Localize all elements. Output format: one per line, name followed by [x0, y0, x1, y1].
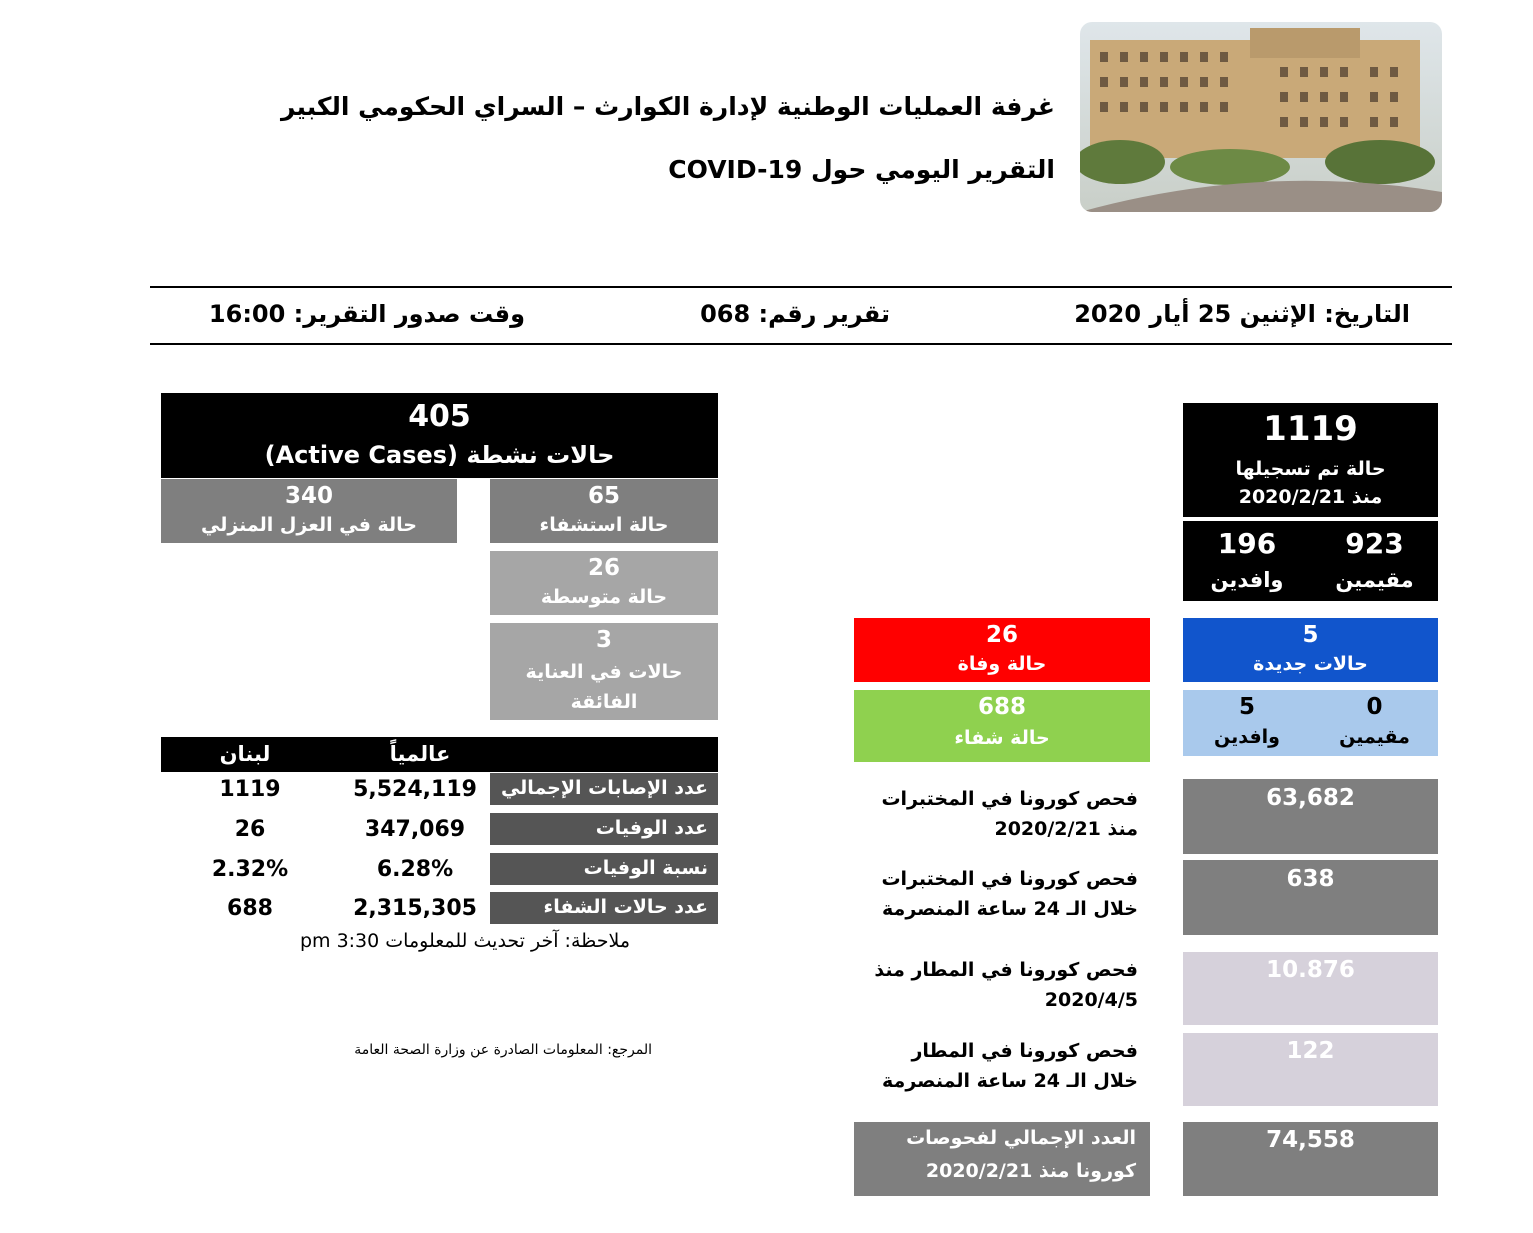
update-note: ملاحظة: آخر تحديث للمعلومات 3:30 pm: [299, 930, 630, 952]
report-date: التاريخ: الإثنين 25 أيار 2020: [1074, 300, 1410, 328]
icu-label: حالات في العناية الفائقة: [525, 661, 683, 713]
deaths-value: 26: [985, 622, 1018, 648]
row-death-rate-global: 6.28%: [376, 857, 454, 882]
total-cases-since: منذ 2020/2/21: [1238, 486, 1383, 508]
home-isolation-value: 340: [284, 483, 333, 509]
new-residents-label: مقيمين: [1339, 726, 1410, 748]
active-cases-total: 405: [408, 399, 471, 434]
hospitalized-box: [490, 479, 718, 543]
active-cases-box: [161, 393, 718, 478]
arrivals-label: وافدين: [1210, 568, 1284, 592]
report-time: وقت صدور التقرير: 16:00: [208, 300, 525, 328]
row-total-cases-global: 5,524,119: [353, 777, 477, 802]
row-deaths-global: 347,069: [364, 817, 466, 842]
row-total-cases-label: عدد الإصابات الإجمالي: [490, 773, 718, 805]
home-isolation-box: [161, 479, 457, 543]
top-rule: [150, 286, 1452, 288]
row-total-cases-lebanon: 1119: [219, 777, 281, 802]
grand-serail-photo: [1080, 22, 1442, 212]
new-residents-cell: [1311, 690, 1438, 750]
report-title: غرفة العمليات الوطنية لإدارة الكوارث – السراي الحكومي الكبير: [280, 92, 1055, 121]
recovered-box: [854, 690, 1150, 762]
new-cases-box: [1183, 618, 1438, 682]
recovered-value: 688: [977, 694, 1026, 720]
new-cases-value: 5: [1302, 622, 1319, 648]
new-residents-value: 0: [1366, 694, 1383, 720]
new-breakdown-box: [1183, 690, 1438, 756]
source-note: المرجع: المعلومات الصادرة عن وزارة الصحة العامة: [354, 1042, 652, 1058]
home-isolation-label: حالة في العزل المنزلي: [201, 514, 417, 536]
active-cases-label: حالات نشطة (Active Cases): [264, 441, 615, 469]
test-grand-total-value: 74,558: [1183, 1122, 1438, 1196]
total-cases-label: حالة تم تسجيلها: [1235, 458, 1386, 480]
test-airport-total-label: فحص كورونا في المطار منذ 2020/4/5: [874, 959, 1138, 1011]
test-airport-24h-label: فحص كورونا في المطار خلال الـ 24 ساعة المنصرمة: [882, 1040, 1138, 1092]
residents-arrivals-box: [1183, 521, 1438, 601]
recovered-label: حالة شفاء: [954, 727, 1050, 749]
bottom-rule: [150, 343, 1452, 345]
residents-label: مقيمين: [1335, 568, 1414, 592]
moderate-value: 26: [587, 555, 620, 581]
test-lab-total-value: 63,682: [1183, 779, 1438, 854]
icu-value: 3: [595, 627, 612, 653]
moderate-box: [490, 551, 718, 615]
col-lebanon: لبنان: [219, 742, 271, 766]
total-cases-box: [1183, 403, 1438, 517]
row-recovered-lebanon: 688: [227, 896, 273, 921]
new-arrivals-cell: [1183, 690, 1311, 750]
new-cases-label: حالات جديدة: [1253, 653, 1368, 675]
test-lab-total-label: فحص كورونا في المختبرات منذ 2020/2/21: [881, 788, 1138, 840]
row-death-rate-label: نسبة الوفيات: [490, 853, 718, 885]
arrivals-value: 196: [1217, 527, 1277, 560]
col-global: عالمياً: [389, 742, 451, 766]
residents-value: 923: [1345, 527, 1404, 560]
test-lab-24h-label: فحص كورونا في المختبرات خلال الـ 24 ساعة المنصرمة: [881, 868, 1138, 920]
arrivals-cell: [1183, 521, 1311, 593]
row-deaths-lebanon: 26: [234, 817, 266, 842]
row-recovered-label: عدد حالات الشفاء: [490, 892, 718, 924]
test-airport-total-value: 10.876: [1183, 952, 1438, 1025]
new-arrivals-label: وافدين: [1214, 726, 1280, 748]
test-grand-total-label: العدد الإجمالي لفحوصات كورونا منذ 2020/2/21: [854, 1122, 1150, 1196]
test-airport-24h-value: 122: [1183, 1033, 1438, 1106]
moderate-label: حالة متوسطة: [540, 586, 668, 608]
test-lab-24h-value: 638: [1183, 860, 1438, 935]
row-death-rate-lebanon: 2.32%: [211, 857, 289, 882]
deaths-label: حالة وفاة: [957, 653, 1047, 675]
total-cases-value: 1119: [1263, 409, 1358, 449]
hospitalized-value: 65: [587, 483, 620, 509]
hospitalized-label: حالة استشفاء: [539, 514, 669, 536]
icu-box: [490, 623, 718, 720]
residents-cell: [1311, 521, 1438, 593]
report-number: تقرير رقم: 068: [700, 300, 890, 328]
report-subtitle: التقرير اليومي حول COVID-19: [668, 155, 1055, 184]
new-arrivals-value: 5: [1238, 694, 1255, 720]
row-deaths-label: عدد الوفيات: [490, 813, 718, 845]
row-recovered-global: 2,315,305: [353, 896, 477, 921]
deaths-box: [854, 618, 1150, 682]
